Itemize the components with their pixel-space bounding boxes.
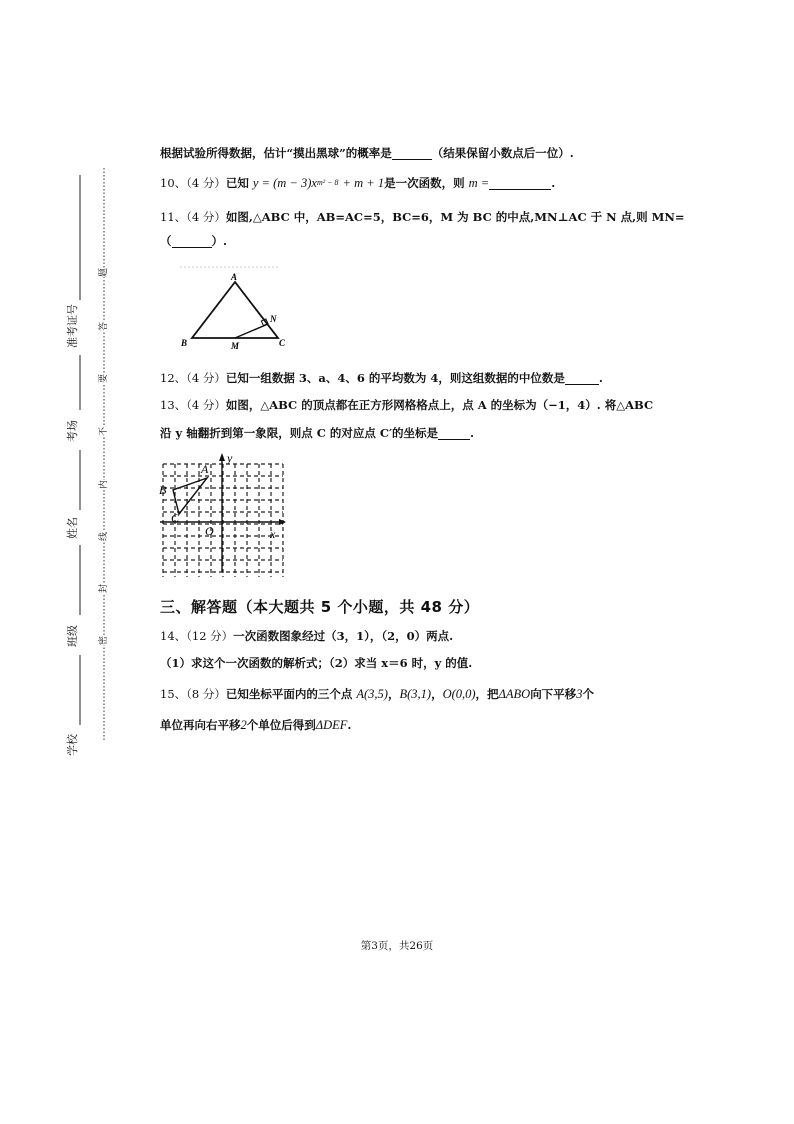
q15-text-c: 向下平移 <box>530 687 577 701</box>
page-footer: 第3页，共26页 <box>360 940 434 952</box>
q10-end: . <box>551 176 556 190</box>
section-title: 三、解答题（本大题共 5 个小题，共 48 分） <box>160 598 480 616</box>
q12-answer-blank[interactable] <box>565 372 599 385</box>
side-label-banji: 班级 <box>66 625 79 647</box>
q15-line2b: 个单位后得到 <box>246 718 316 732</box>
figure-11-triangle <box>170 262 290 352</box>
side-label-xuexiao: 学校 <box>66 734 79 756</box>
q10-formula: y = (m − 3)x <box>252 176 317 190</box>
q11-close: ）. <box>211 234 228 248</box>
question-10 <box>160 174 555 191</box>
q12-end: . <box>598 371 603 385</box>
side-dot-da: 答 <box>96 322 109 331</box>
q15-line2a: 单位再向右平移 <box>160 718 241 732</box>
fig13-label-C: C <box>171 511 180 525</box>
fig13-label-x: x <box>270 527 276 541</box>
side-dot-bu: 不 <box>96 427 109 436</box>
q14-number: 14、（12 分） <box>160 629 234 643</box>
q10-number: 10、（4 分） <box>160 176 226 190</box>
q10-text-a: 已知 <box>225 176 249 190</box>
q10-answer-blank[interactable] <box>489 177 551 190</box>
side-dot-feng: 封 <box>96 584 109 593</box>
question-13-line2 <box>160 424 474 441</box>
q15-triangle-ABO: ΔABO <box>498 687 531 701</box>
q13-number: 13、（4 分） <box>160 398 226 412</box>
side-label-xingming: 姓名 <box>66 517 79 539</box>
side-label-zhunkao: 准考证号 <box>66 304 79 348</box>
question-15 <box>160 685 594 702</box>
question-12 <box>160 369 603 386</box>
q9-tail: （结果保留小数点后一位）. <box>431 146 574 160</box>
q9-text: 根据试验所得数据，估计“摸出黑球”的概率是 <box>160 146 392 160</box>
fig11-label-C: C <box>279 338 286 348</box>
question-11 <box>160 208 685 225</box>
fig13-label-A: A <box>201 462 209 476</box>
q15-text-a: 已知坐标平面内的三个点 <box>225 687 353 701</box>
q15-text-b: ，把 <box>475 687 499 701</box>
fig11-label-A: A <box>231 272 238 282</box>
q15-point-A: A(3,5) <box>356 687 388 701</box>
side-dot-xian: 线 <box>96 532 109 541</box>
fig11-label-B: B <box>181 338 188 348</box>
side-label-kaochang: 考场 <box>66 420 79 442</box>
q10-formula-tail: + m + 1 <box>342 176 385 190</box>
q11-open: （ <box>160 234 172 248</box>
fig11-label-M: M <box>231 341 240 351</box>
fig13-label-B: B <box>159 483 167 497</box>
q15-num-3: 3 <box>576 687 583 701</box>
q15-point-O: O(0,0) <box>442 687 476 701</box>
q12-number: 12、（4 分） <box>160 371 226 385</box>
q15-end: . <box>347 718 352 732</box>
side-dot-yao: 要 <box>96 374 109 383</box>
q15-point-B: B(3,1) <box>399 687 432 701</box>
q13-text: 如图，△ABC 的顶点都在正方形网格格点上，点 A 的坐标为（−1，4）. 将△ABC <box>225 398 654 412</box>
q11-answer-blank[interactable] <box>172 235 212 248</box>
side-dot-mi: 密 <box>96 636 109 645</box>
q10-var: m = <box>468 176 490 190</box>
q14-text: 一次函数图象经过（3，1），（2，0）两点. <box>233 629 454 643</box>
side-dot-ti: 题 <box>96 268 109 277</box>
q13-text2: 沿 y 轴翻折到第一象限，则点 C 的对应点 C′的坐标是 <box>160 426 439 440</box>
q15-text-d: 个 <box>582 687 594 701</box>
q12-text: 已知一组数据 3、a、4、6 的平均数为 4，则这组数据的中位数是 <box>225 371 565 385</box>
side-dot-nei: 内 <box>96 480 109 489</box>
q15-sep1: ， <box>387 687 400 701</box>
q13-end: . <box>470 426 475 440</box>
q13-answer-blank[interactable] <box>438 427 470 440</box>
q14-sub: （1）求这个一次函数的解析式；（2）求当 x＝6 时，y 的值. <box>160 656 473 670</box>
q15-number: 15、（8 分） <box>160 687 226 701</box>
question-14 <box>160 627 453 644</box>
q11-text: 如图,△ABC 中，AB=AC=5，BC=6，M 为 BC 的中点,MN⊥AC 于 N 点,则 MN= <box>225 210 685 224</box>
fig11-label-N: N <box>270 314 277 324</box>
q15-sep2: ， <box>431 687 443 701</box>
question-14-sub <box>160 654 472 671</box>
q10-text-b: 是一次函数，则 <box>384 176 465 190</box>
question-13 <box>160 396 653 413</box>
question-11-line2 <box>160 232 227 249</box>
q15-triangle-DEF: ΔDEF <box>315 718 348 732</box>
q11-number: 11、（4 分） <box>160 210 226 224</box>
q15-num-2: 2 <box>240 718 247 732</box>
figure-13-grid <box>155 452 295 577</box>
question-15-line2 <box>160 716 351 733</box>
q9-answer-blank[interactable] <box>392 147 432 160</box>
q10-exponent: m² − 8 <box>316 178 339 187</box>
fig13-label-O: O <box>205 524 214 538</box>
question-9-tail <box>160 144 574 161</box>
fig13-label-y: y <box>227 452 233 465</box>
